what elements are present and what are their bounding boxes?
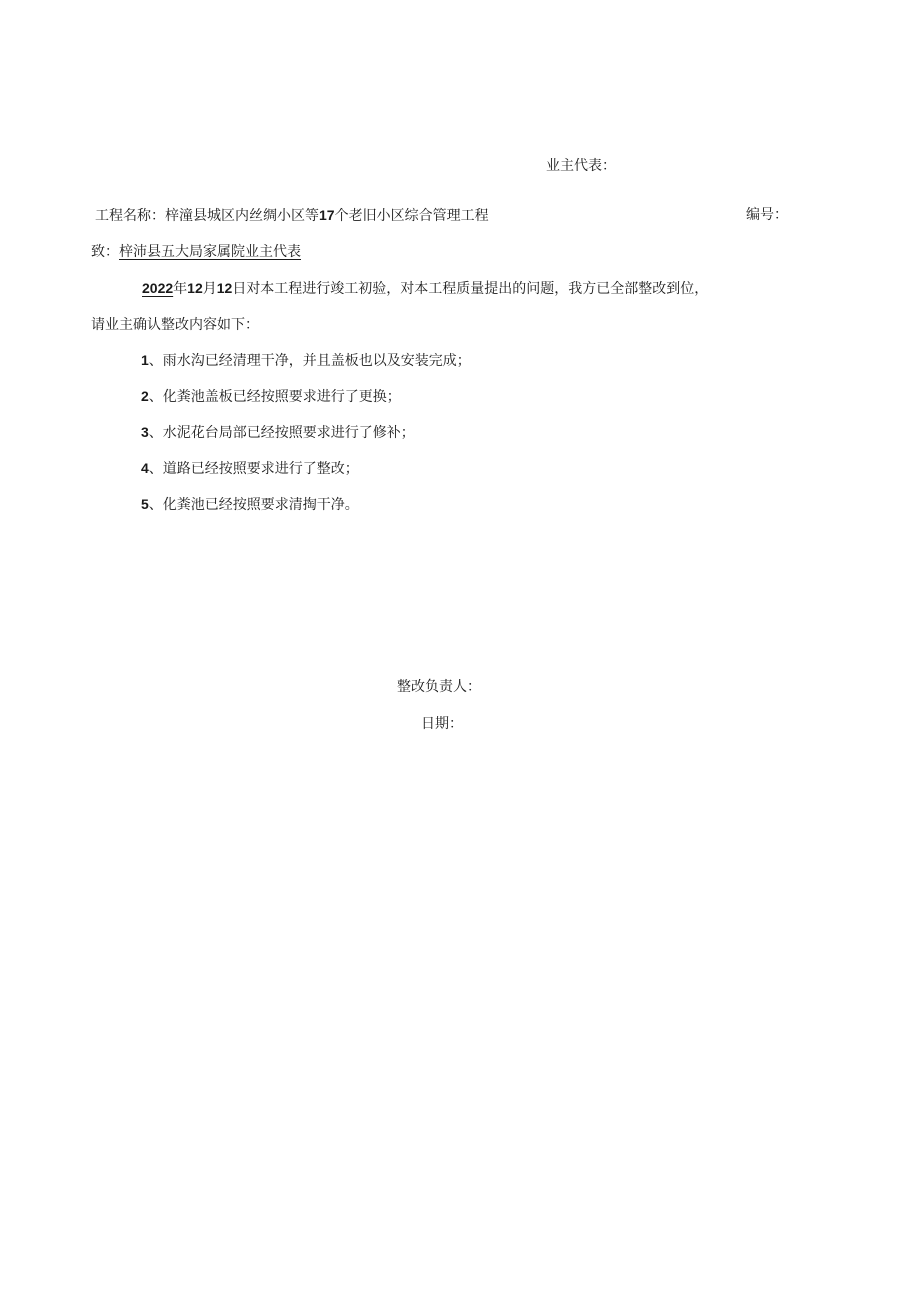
- list-item-text: 、化粪池已经按照要求清掏干净。: [148, 497, 359, 513]
- list-item-number: 2: [141, 388, 149, 404]
- date-year-unit: 年: [173, 281, 188, 297]
- list-item-number: 3: [141, 424, 149, 440]
- date-day: 12: [216, 280, 233, 296]
- date-month-unit: 月: [202, 281, 217, 297]
- list-item-text: 、化粪池盖板已经按照要求进行了更换；: [148, 389, 401, 405]
- list-item-number: 4: [141, 460, 149, 476]
- list-item-number: 1: [141, 352, 149, 368]
- list-item-text: 、道路已经按照要求进行了整改；: [148, 461, 359, 477]
- project-name-line: [95, 205, 489, 226]
- project-name-suffix: 个老旧小区综合管理工程: [334, 208, 489, 224]
- project-name-prefix: 梓潼县城区内丝绸小区等: [165, 208, 319, 224]
- body-line-1: [142, 278, 708, 299]
- list-item: [141, 494, 359, 515]
- list-item: [141, 458, 359, 479]
- list-item: [141, 422, 415, 443]
- recipient-to-label: 致：: [91, 244, 119, 260]
- list-item: [141, 350, 471, 371]
- responsible-label: 整改负责人：: [397, 679, 481, 695]
- body-sentence: 对本工程进行竣工初验，对本工程质量提出的问题，我方已全部整改到位，: [246, 281, 709, 297]
- list-item: [141, 386, 401, 407]
- list-item-text: 、水泥花台局部已经按照要求进行了修补；: [148, 425, 415, 441]
- list-item-number: 5: [141, 496, 149, 512]
- date-label: 日期：: [421, 716, 463, 732]
- list-item-text: 、雨水沟已经清理干净，并且盖板也以及安装完成；: [148, 353, 471, 369]
- recipient-line: [91, 242, 301, 262]
- body-line-2: 请业主确认整改内容如下：: [91, 317, 259, 333]
- owner-rep-label: 业主代表：: [546, 158, 616, 174]
- project-name-number: 17: [319, 207, 335, 223]
- date-year: 2022: [142, 280, 174, 296]
- date-month: 12: [187, 280, 203, 296]
- recipient-name: 梓沛县五大局家属院业主代表: [119, 244, 301, 260]
- serial-label: 编号：: [746, 207, 788, 223]
- date-day-unit: 日: [232, 281, 247, 297]
- project-name-label: 工程名称：: [95, 208, 165, 224]
